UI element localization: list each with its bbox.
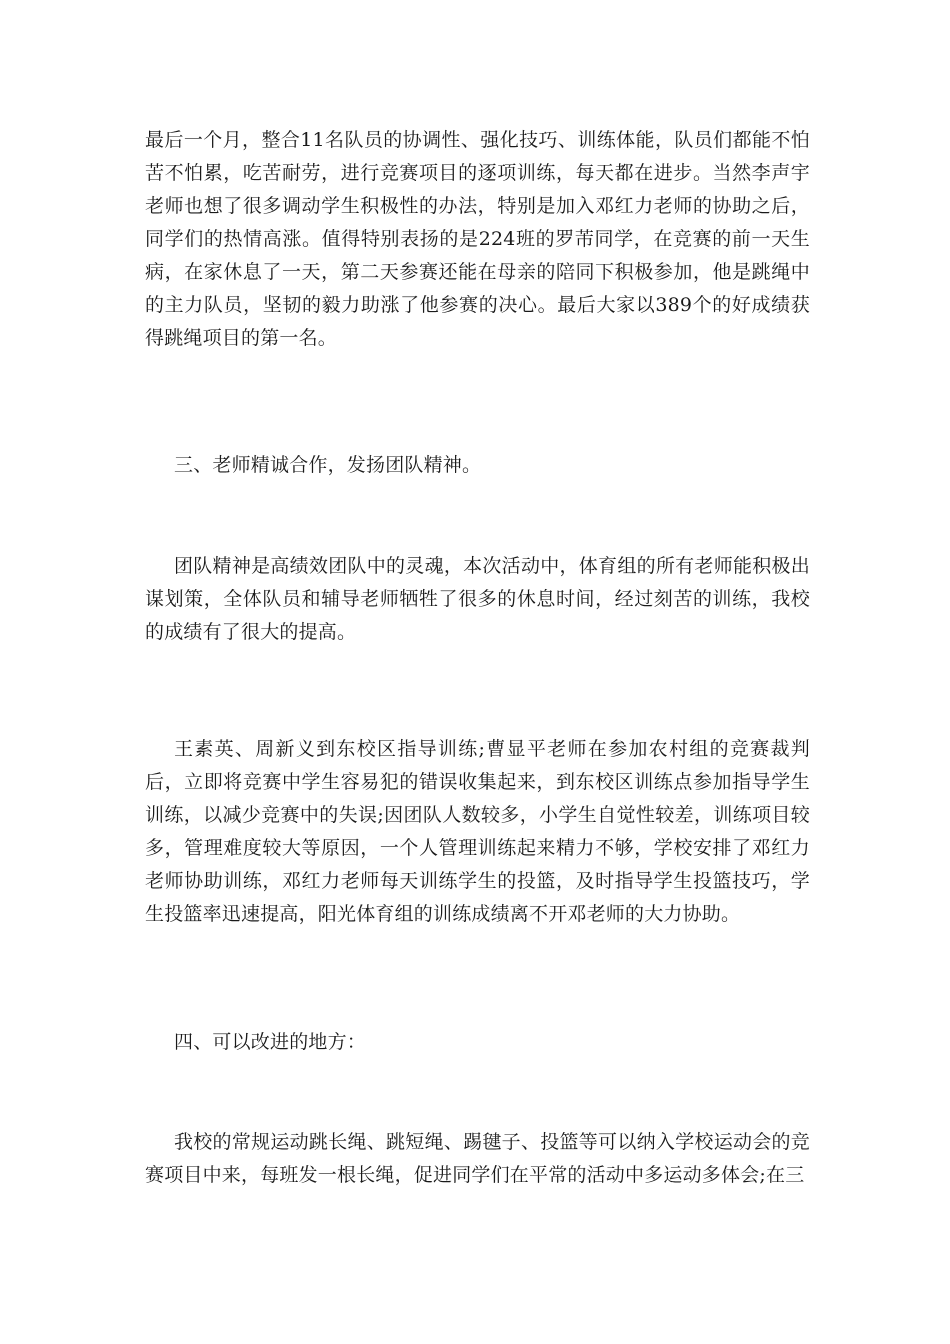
paragraph-rope-training: 最后一个月，整合11名队员的协调性、强化技巧、训练体能，队员们都能不怕苦不怕累，吃苦耐劳，进行竞赛项目的逐项训练，每天都在进步。当然李声宇老师也想了很多调动学生积极性的办法，特别是加入邓红力老师的协助之后，同学们的热情高涨。值得特别表扬的是224班的罗芾同学，在竞赛的前一天生病，在家休息了一天，第二天参赛还能在母亲的陪同下积极参加，他是跳绳中的主力队员，坚韧的毅力助涨了他参赛的决心。最后大家以389个的好成绩获得跳绳项目的第一名。 [145,129,810,349]
section-heading-improvements: 四、可以改进的地方： [174,1031,367,1053]
paragraph-improvements: 我校的常规运动跳长绳、跳短绳、踢毽子、投篮等可以纳入学校运动会的竞赛项目中来，每班发一根长绳，促进同学们在平常的活动中多运动多体会;在三 [145,1131,810,1186]
paragraph-team-spirit: 团队精神是高绩效团队中的灵魂，本次活动中，体育组的所有老师能积极出谋划策，全体队员和辅导老师牺牲了很多的休息时间，经过刻苦的训练，我校的成绩有了很大的提高。 [145,555,810,643]
section-heading-teamwork: 三、老师精诚合作，发扬团队精神。 [174,454,482,476]
paragraph-teacher-cooperation: 王素英、周新义到东校区指导训练;曹显平老师在参加农村组的竞赛裁判后，立即将竞赛中学生容易犯的错误收集起来，到东校区训练点参加指导学生训练，以减少竞赛中的失误;因团队人数较多，小学生自觉性较差，训练项目较多，管理难度较大等原因，一个人管理训练起来精力不够，学校安排了邓红力老师协助训练，邓红力老师每天训练学生的投篮，及时指导学生投篮技巧，学生投篮率迅速提高，阳光体育组的训练成绩离不开邓老师的大力协助。 [145,738,810,925]
